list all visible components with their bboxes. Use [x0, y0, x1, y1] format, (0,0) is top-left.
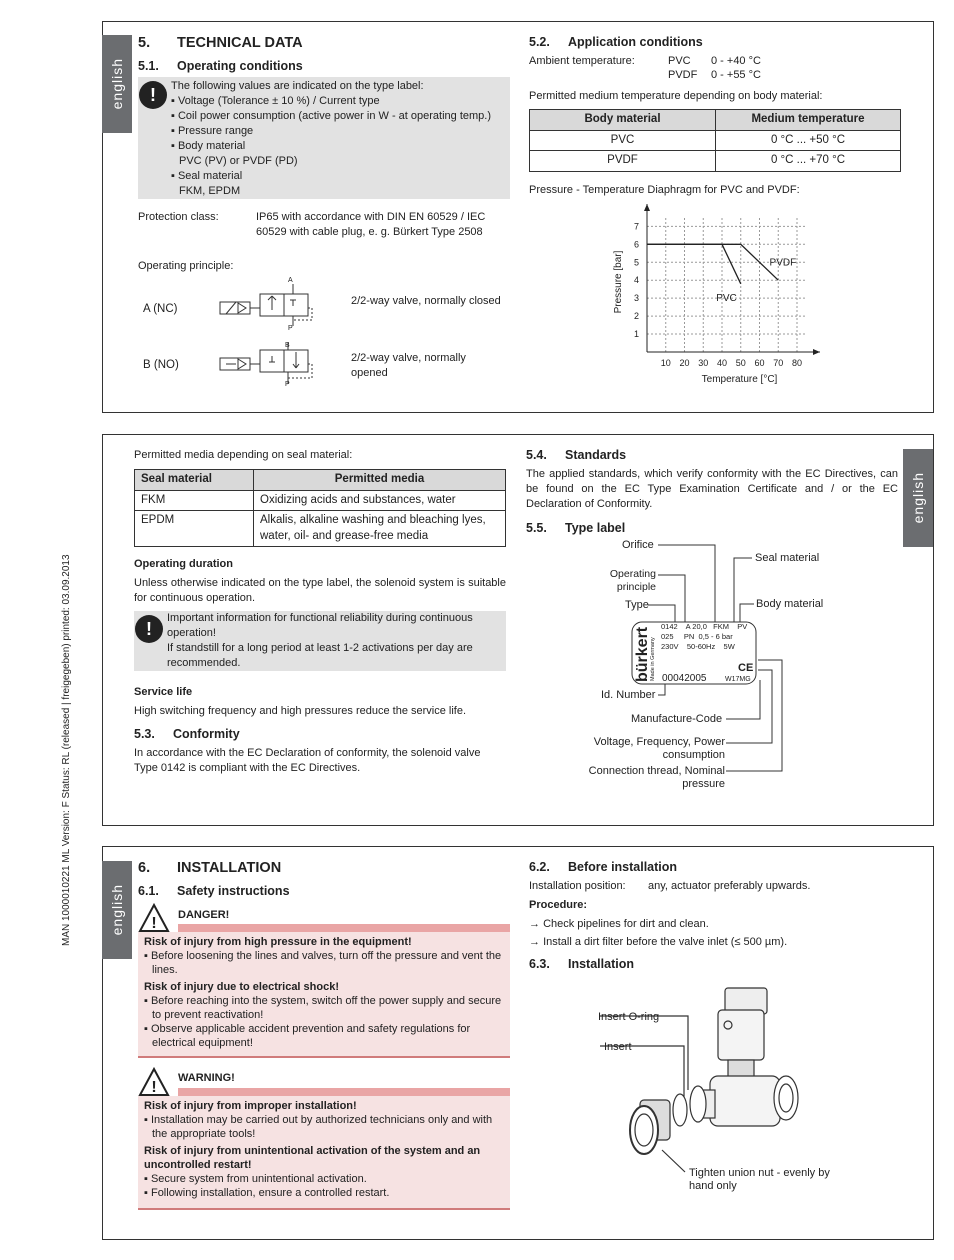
permitted-media-table: Seal material Permitted media FKM Oxidizing acids and substances, water EPDM Alkalis, alkaline washing and bleaching lyes, water, oil- and grease-free media [134, 469, 506, 547]
svg-text:!: ! [151, 1079, 157, 1096]
language-tab-right: english [903, 449, 933, 547]
callout-insert: Insert [604, 1041, 632, 1053]
callout-voltage: Voltage, Frequency, Power consumption [593, 736, 725, 761]
callout-insert-oring: Insert O-ring [598, 1011, 660, 1023]
x-tick-label: 80 [791, 358, 803, 368]
series-line-pvc [647, 244, 741, 283]
port-p-label-b: P [285, 381, 290, 388]
callout-connection: Connection thread, Nominal pressure [588, 765, 725, 790]
label-made-in: Made in Germany [650, 637, 656, 681]
danger-icon [138, 903, 170, 933]
port-b-label: B [285, 342, 290, 349]
label-line-1: 0142 A 20,0 FKM PV [661, 622, 748, 631]
x-tick-label: 20 [679, 358, 690, 368]
service-life-text: High switching frequency and high pressures reduce the service life. [134, 705, 467, 717]
protection-value: IP65 with accordance with DIN EN 60529 / IEC 60529 with cable plug, e. g. Bürkert Type 2508 [256, 211, 486, 238]
language-tab: english [102, 861, 132, 959]
label-mfg-code: W17MG [725, 676, 751, 683]
medium-intro: Permitted medium temperature depending on body material: [529, 90, 823, 102]
important-note-text: Important information for functional reliability during continuous operation! If standstill for a long period at least 1-2 activations per day are recommended. [167, 612, 473, 669]
series-label-pvc: PVC [716, 293, 737, 305]
x-tick-label: 30 [698, 358, 709, 368]
series-label-pvdf: PVDF [769, 257, 797, 269]
y-tick-label: 2 [633, 311, 639, 322]
install-position-label: Installation position: [529, 880, 626, 892]
y-tick-label: 7 [633, 221, 639, 232]
language-tab: english [102, 35, 132, 133]
section-6-title: 6. INSTALLATION [138, 860, 282, 876]
section-5-5-title: 5.5. Type label [526, 521, 626, 535]
callout-type: Type [625, 599, 649, 611]
operating-duration-title: Operating duration [134, 558, 233, 570]
y-tick-label: 5 [633, 257, 639, 268]
note-icon: ! [135, 615, 163, 643]
x-tick-label: 40 [716, 358, 728, 368]
y-tick-label: 4 [633, 275, 639, 286]
warning-icon [138, 1067, 170, 1097]
y-tick-label: 3 [633, 293, 639, 304]
principle-b-desc: 2/2-way valve, normally opened [351, 352, 466, 379]
label-line-2: 025 PN 0,5 - 6 bar [661, 632, 733, 641]
x-tick-label: 60 [754, 358, 765, 368]
warning-bar [178, 1088, 510, 1096]
x-axis-arrow [813, 349, 820, 355]
procedure-label: Procedure: [529, 899, 588, 911]
callout-mfg: Manufacture-Code [631, 713, 723, 725]
label-ce-mark: CE [738, 662, 754, 674]
label-line-3: 230V 50-60Hz 5W [661, 642, 735, 651]
section-5-2-title: 5.2. Application conditions [529, 35, 703, 49]
note-icon: ! [139, 81, 167, 109]
callout-seal: Seal material [755, 552, 820, 564]
section-5-3-title: 5.3. Conformity [134, 727, 240, 741]
ambient-label: Ambient temperature: [529, 55, 635, 67]
procedure-step: → Check pipelines for dirt and clean. [529, 918, 709, 930]
section-6-2-title: 6.2. Before installation [529, 860, 678, 874]
x-axis-label: Temperature [°C] [701, 374, 778, 385]
callout-id: Id. Number [601, 689, 656, 701]
type-label-list: The following values are indicated on the type label: ▪ Voltage (Tolerance ± 10 %) / Current type ▪ Coil power consumption (active power in W - at operating temp.) ▪ Pressure range ▪ Body material PVC (PV) or PVDF (PD) ▪ Seal material FKM, EPDM [171, 80, 491, 197]
section-5-1-title: 5.1. Operating conditions [138, 59, 303, 73]
principle-b-label: B (NO) [143, 359, 179, 371]
install-position-value: any, actuator preferably upwards. [648, 880, 811, 892]
standards-text: The applied standards, which verify conformity with the EC Directives, can be found on the EC Type Examination Certificate and / or the EC Declaration of Conformity. [526, 468, 898, 510]
diagram-caption: Pressure - Temperature Diaphragm for PVC and PVDF: [529, 184, 800, 196]
y-tick-label: 1 [633, 329, 639, 340]
valve-symbol-no [218, 340, 328, 392]
warning-label: WARNING! [178, 1072, 235, 1084]
service-life-title: Service life [134, 686, 193, 698]
operating-duration-text: Unless otherwise indicated on the type label, the solenoid system is suitable for continuous operation. [134, 577, 506, 604]
arrow-right-icon: → [529, 936, 544, 948]
principle-a-desc: 2/2-way valve, normally closed [351, 295, 501, 307]
callout-body: Body material [756, 598, 824, 610]
section-5-title: 5. TECHNICAL DATA [138, 35, 303, 51]
procedure-step: → Install a dirt filter before the valve inlet (≤ 500 µm). [529, 936, 788, 948]
section-6-1-title: 6.1. Safety instructions [138, 884, 290, 898]
medium-temperature-table: Body material Medium temperature PVC 0 °C ... +50 °C PVDF 0 °C ... +70 °C [529, 109, 901, 172]
conformity-text: In accordance with the EC Declaration of conformity, the solenoid valve Type 0142 is compliant with the EC Directives. [134, 747, 481, 774]
callout-principle: Operating principle [609, 568, 656, 593]
pressure-temperature-chart [605, 200, 825, 390]
arrow-right-icon: → [529, 918, 544, 930]
port-a-label: A [288, 277, 293, 284]
side-document-note: MAN 1000010221 ML Version: F Status: RL (released | freigegeben) printed: 03.09.2013 [61, 554, 72, 946]
section-5-4-title: 5.4. Standards [526, 448, 627, 462]
danger-label: DANGER! [178, 909, 230, 921]
danger-content: Risk of injury from high pressure in the equipment! ▪ Before loosening the lines and valves, turn off the pressure and vent the lines. Risk of injury due to electrical shock! ▪ Before reaching into the system, switch off the power supply and secure to prevent reactivation! ▪ Observe applicable accident prevention and safety regulations for electrical equipment! [144, 936, 502, 1049]
danger-bar [178, 924, 510, 932]
principle-label: Operating principle: [138, 260, 234, 272]
section-6-3-title: 6.3. Installation [529, 957, 634, 971]
x-tick-label: 10 [660, 358, 671, 368]
y-axis-label: Pressure [bar] [613, 250, 624, 314]
x-tick-label: 70 [773, 358, 784, 368]
callout-tighten: Tighten union nut - evenly by hand only [689, 1167, 830, 1192]
label-brand: bürkert [634, 626, 651, 682]
principle-a-label: A (NC) [143, 303, 178, 315]
ambient-values: PVC 0 - +40 °C PVDF 0 - +55 °C [668, 55, 761, 81]
y-tick-label: 6 [633, 239, 639, 250]
port-p-label-a: P [288, 325, 293, 332]
y-axis-arrow [644, 204, 650, 211]
callout-orifice: Orifice [622, 539, 654, 551]
label-id-number: 00042005 [662, 673, 707, 684]
media-intro: Permitted media depending on seal material: [134, 449, 353, 461]
x-tick-label: 50 [735, 358, 746, 368]
svg-text:!: ! [151, 915, 157, 932]
valve-symbol-nc [218, 282, 328, 334]
warning-content: Risk of injury from improper installation! ▪ Installation may be carried out by authorized technicians only and with the appropriate tools! Risk of injury from unintentional activation of the system and an uncontrolled restart! ▪ Secure system from unintentional activation. ▪ Following installation, ensure a controlled restart. [144, 1100, 493, 1199]
protection-label: Protection class: [138, 211, 219, 223]
